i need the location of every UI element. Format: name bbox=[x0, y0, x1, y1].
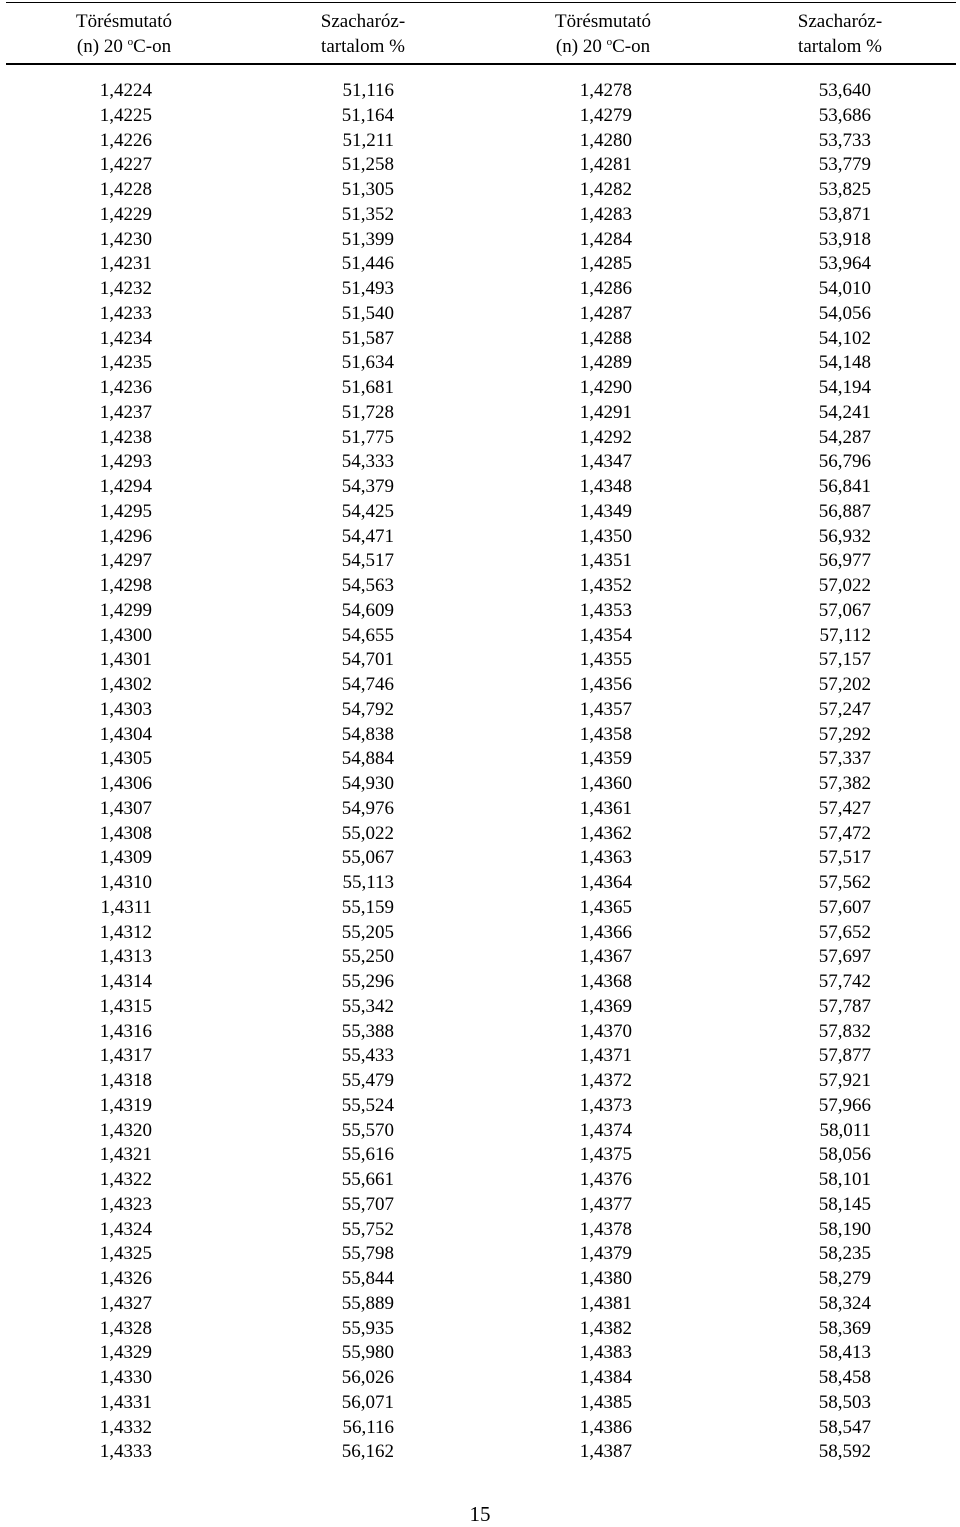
table-row bbox=[0, 1292, 960, 1317]
sucrose-content-cell: 54,471 bbox=[341, 525, 394, 547]
table-row bbox=[0, 747, 960, 772]
refractive-index-cell: 1,4286 bbox=[579, 278, 632, 299]
refractive-index-cell: 1,4301 bbox=[99, 649, 152, 671]
sucrose-content-cell: 57,966 bbox=[818, 1094, 871, 1116]
refractive-index-cell: 1,4352 bbox=[579, 575, 632, 596]
sucrose-content-cell: 54,333 bbox=[341, 451, 394, 473]
table-row bbox=[0, 252, 960, 277]
sucrose-content-cell: 56,162 bbox=[341, 1441, 394, 1463]
sucrose-content-cell: 56,932 bbox=[818, 525, 871, 547]
table-row bbox=[0, 351, 960, 376]
sucrose-content-cell: 57,517 bbox=[818, 847, 871, 869]
sucrose-content-cell: 51,493 bbox=[341, 278, 394, 299]
table-row bbox=[0, 921, 960, 946]
table-row bbox=[0, 574, 960, 599]
sucrose-content-cell: 55,752 bbox=[341, 1218, 394, 1240]
refractive-index-cell: 1,4363 bbox=[579, 847, 632, 869]
sucrose-content-cell: 51,587 bbox=[341, 327, 394, 349]
sucrose-content-cell: 55,707 bbox=[341, 1193, 394, 1215]
refractive-index-cell: 1,4299 bbox=[99, 599, 152, 621]
sucrose-content-cell: 58,101 bbox=[818, 1169, 871, 1190]
sucrose-content-cell: 57,472 bbox=[818, 822, 871, 844]
refractive-index-cell: 1,4360 bbox=[579, 773, 632, 794]
refractive-index-cell: 1,4233 bbox=[99, 302, 152, 324]
table-row bbox=[0, 648, 960, 673]
sucrose-content-cell: 54,838 bbox=[341, 723, 394, 745]
refractive-index-cell: 1,4324 bbox=[99, 1218, 152, 1240]
table-row bbox=[0, 450, 960, 475]
refractive-index-cell: 1,4309 bbox=[99, 847, 152, 869]
sucrose-content-cell: 51,446 bbox=[341, 253, 394, 275]
sucrose-content-cell: 55,296 bbox=[341, 971, 394, 992]
sucrose-content-cell: 51,775 bbox=[341, 426, 394, 448]
table-row bbox=[0, 153, 960, 178]
table-row bbox=[0, 129, 960, 154]
table-row bbox=[0, 1242, 960, 1267]
refractive-index-cell: 1,4370 bbox=[579, 1020, 632, 1042]
refractive-index-cell: 1,4316 bbox=[99, 1020, 152, 1042]
sucrose-content-cell: 55,479 bbox=[341, 1070, 394, 1091]
refractive-index-cell: 1,4290 bbox=[579, 377, 632, 398]
sucrose-content-cell: 54,102 bbox=[818, 327, 871, 349]
table-row bbox=[0, 970, 960, 995]
sucrose-content-cell: 53,733 bbox=[818, 129, 871, 151]
table-row bbox=[0, 1044, 960, 1069]
refractive-index-cell: 1,4386 bbox=[579, 1416, 632, 1438]
sucrose-content-cell: 57,877 bbox=[818, 1045, 871, 1067]
refractive-index-cell: 1,4350 bbox=[579, 525, 632, 547]
sucrose-content-cell: 55,159 bbox=[341, 896, 394, 918]
table-row bbox=[0, 896, 960, 921]
header-bottom-rule bbox=[6, 63, 956, 65]
header-sucrose-content-2 bbox=[740, 9, 940, 59]
table-row bbox=[0, 228, 960, 253]
table-row bbox=[0, 698, 960, 723]
sucrose-content-cell: 55,844 bbox=[341, 1268, 394, 1289]
sucrose-content-cell: 56,116 bbox=[342, 1416, 394, 1438]
sucrose-content-cell: 57,742 bbox=[818, 971, 871, 992]
sucrose-content-cell: 53,964 bbox=[818, 253, 871, 275]
sucrose-content-cell: 54,746 bbox=[341, 674, 394, 695]
refractive-index-cell: 1,4372 bbox=[579, 1070, 632, 1091]
sucrose-content-cell: 56,841 bbox=[818, 476, 871, 497]
refractive-index-cell: 1,4377 bbox=[579, 1193, 632, 1215]
refractive-index-cell: 1,4313 bbox=[99, 946, 152, 968]
sucrose-content-cell: 55,935 bbox=[341, 1317, 394, 1339]
table-body bbox=[0, 79, 960, 1465]
sucrose-content-cell: 51,305 bbox=[341, 179, 394, 200]
sucrose-content-cell: 57,202 bbox=[818, 674, 871, 695]
sucrose-content-cell: 54,792 bbox=[341, 698, 394, 720]
table-row bbox=[0, 376, 960, 401]
sucrose-content-cell: 54,425 bbox=[341, 500, 394, 522]
refractive-index-cell: 1,4278 bbox=[579, 80, 632, 101]
table-row bbox=[0, 178, 960, 203]
refractive-index-cell: 1,4321 bbox=[99, 1144, 152, 1166]
refractive-index-cell: 1,4229 bbox=[99, 203, 152, 225]
table-row bbox=[0, 1341, 960, 1366]
header-refractive-index-1 bbox=[24, 9, 224, 59]
sucrose-content-cell: 58,145 bbox=[818, 1193, 871, 1215]
refractive-index-cell: 1,4300 bbox=[99, 624, 152, 646]
sucrose-content-cell: 54,194 bbox=[818, 377, 871, 398]
refractive-index-cell: 1,4305 bbox=[99, 748, 152, 770]
refractive-index-cell: 1,4230 bbox=[99, 228, 152, 250]
table-row bbox=[0, 1094, 960, 1119]
refractive-index-cell: 1,4331 bbox=[99, 1391, 152, 1413]
sucrose-content-cell: 54,517 bbox=[341, 550, 394, 572]
sucrose-content-cell: 57,921 bbox=[818, 1070, 871, 1091]
sucrose-content-cell: 55,889 bbox=[341, 1292, 394, 1314]
table-top-rule bbox=[6, 2, 956, 3]
sucrose-content-cell: 58,279 bbox=[818, 1268, 871, 1289]
refractive-index-cell: 1,4296 bbox=[99, 525, 152, 547]
sucrose-content-cell: 57,247 bbox=[818, 698, 871, 720]
header-refractive-index-2 bbox=[503, 9, 703, 59]
refractive-index-cell: 1,4297 bbox=[99, 550, 152, 572]
table-row bbox=[0, 1440, 960, 1465]
refractive-index-cell: 1,4320 bbox=[99, 1119, 152, 1141]
refractive-index-cell: 1,4359 bbox=[579, 748, 632, 770]
sucrose-content-cell: 54,148 bbox=[818, 352, 871, 374]
header-sublabel: tartalom % bbox=[321, 36, 405, 57]
refractive-index-cell: 1,4318 bbox=[99, 1070, 152, 1091]
table-row bbox=[0, 945, 960, 970]
table-row bbox=[0, 475, 960, 500]
sucrose-content-cell: 58,547 bbox=[818, 1416, 871, 1438]
refractive-index-cell: 1,4371 bbox=[579, 1045, 632, 1067]
table-row bbox=[0, 525, 960, 550]
refractive-index-cell: 1,4228 bbox=[99, 179, 152, 200]
refractive-index-cell: 1,4291 bbox=[579, 401, 632, 423]
refractive-index-cell: 1,4279 bbox=[579, 104, 632, 126]
sucrose-content-cell: 55,205 bbox=[341, 921, 394, 943]
refractive-index-cell: 1,4234 bbox=[99, 327, 152, 349]
refractive-index-cell: 1,4288 bbox=[579, 327, 632, 349]
refractive-index-cell: 1,4238 bbox=[99, 426, 152, 448]
table-row bbox=[0, 426, 960, 451]
sucrose-content-cell: 54,976 bbox=[341, 797, 394, 819]
table-row bbox=[0, 599, 960, 624]
sucrose-content-cell: 58,413 bbox=[818, 1342, 871, 1364]
sucrose-content-cell: 58,503 bbox=[818, 1391, 871, 1413]
refractive-index-cell: 1,4315 bbox=[99, 995, 152, 1017]
refractive-index-cell: 1,4365 bbox=[579, 896, 632, 918]
table-row bbox=[0, 871, 960, 896]
sucrose-content-cell: 54,884 bbox=[341, 748, 394, 770]
refractive-index-cell: 1,4317 bbox=[99, 1045, 152, 1067]
refractive-index-cell: 1,4366 bbox=[579, 921, 632, 943]
sucrose-content-cell: 58,011 bbox=[819, 1119, 871, 1141]
refractive-index-cell: 1,4349 bbox=[579, 500, 632, 522]
refractive-index-cell: 1,4385 bbox=[579, 1391, 632, 1413]
refractive-index-cell: 1,4369 bbox=[579, 995, 632, 1017]
table-row bbox=[0, 203, 960, 228]
refractive-index-cell: 1,4306 bbox=[99, 773, 152, 794]
refractive-index-cell: 1,4332 bbox=[99, 1416, 152, 1438]
sucrose-content-cell: 56,026 bbox=[341, 1367, 394, 1388]
refractive-index-cell: 1,4307 bbox=[99, 797, 152, 819]
sucrose-content-cell: 58,592 bbox=[818, 1441, 871, 1463]
sucrose-content-cell: 58,235 bbox=[818, 1243, 871, 1265]
refractive-index-cell: 1,4303 bbox=[99, 698, 152, 720]
table-row bbox=[0, 1317, 960, 1342]
refractive-index-cell: 1,4236 bbox=[99, 377, 152, 398]
refractive-index-cell: 1,4294 bbox=[99, 476, 152, 497]
sucrose-content-cell: 57,607 bbox=[818, 896, 871, 918]
refractive-index-cell: 1,4287 bbox=[579, 302, 632, 324]
refractive-index-cell: 1,4293 bbox=[99, 451, 152, 473]
table-row bbox=[0, 1267, 960, 1292]
sucrose-content-cell: 57,652 bbox=[818, 921, 871, 943]
sucrose-content-cell: 51,116 bbox=[342, 80, 394, 101]
refractive-index-cell: 1,4353 bbox=[579, 599, 632, 621]
refractive-index-cell: 1,4304 bbox=[99, 723, 152, 745]
sucrose-content-cell: 51,399 bbox=[341, 228, 394, 250]
sucrose-content-cell: 55,388 bbox=[341, 1020, 394, 1042]
refractive-index-cell: 1,4310 bbox=[99, 872, 152, 893]
sucrose-content-cell: 55,570 bbox=[341, 1119, 394, 1141]
table-row bbox=[0, 797, 960, 822]
sucrose-content-cell: 54,609 bbox=[341, 599, 394, 621]
refractive-index-cell: 1,4351 bbox=[579, 550, 632, 572]
refractive-index-cell: 1,4364 bbox=[579, 872, 632, 893]
table-row bbox=[0, 401, 960, 426]
refractive-index-cell: 1,4285 bbox=[579, 253, 632, 275]
refractive-index-cell: 1,4322 bbox=[99, 1169, 152, 1190]
table-row bbox=[0, 327, 960, 352]
sucrose-content-cell: 54,563 bbox=[341, 575, 394, 596]
table-row bbox=[0, 1416, 960, 1441]
sucrose-content-cell: 55,661 bbox=[341, 1169, 394, 1190]
sucrose-content-cell: 57,157 bbox=[818, 649, 871, 671]
sucrose-content-cell: 57,427 bbox=[818, 797, 871, 819]
sucrose-content-cell: 56,887 bbox=[818, 500, 871, 522]
sucrose-content-cell: 55,250 bbox=[341, 946, 394, 968]
refractive-index-cell: 1,4354 bbox=[579, 624, 632, 646]
sucrose-content-cell: 58,369 bbox=[818, 1317, 871, 1339]
sucrose-content-cell: 53,825 bbox=[818, 179, 871, 200]
refractive-index-cell: 1,4327 bbox=[99, 1292, 152, 1314]
refractive-index-cell: 1,4235 bbox=[99, 352, 152, 374]
table-row bbox=[0, 104, 960, 129]
sucrose-content-cell: 55,524 bbox=[341, 1094, 394, 1116]
header-sublabel: (n) 20 $^o$C-on bbox=[555, 36, 651, 57]
sucrose-content-cell: 57,067 bbox=[818, 599, 871, 621]
sucrose-content-cell: 55,798 bbox=[341, 1243, 394, 1265]
sucrose-content-cell: 54,287 bbox=[818, 426, 871, 448]
refractive-index-cell: 1,4226 bbox=[99, 129, 152, 151]
sucrose-content-cell: 57,337 bbox=[818, 748, 871, 770]
refractive-index-cell: 1,4380 bbox=[579, 1268, 632, 1289]
sucrose-content-cell: 55,113 bbox=[342, 872, 394, 893]
refractive-index-cell: 1,4362 bbox=[579, 822, 632, 844]
sucrose-content-cell: 51,258 bbox=[341, 154, 394, 176]
refractive-index-cell: 1,4292 bbox=[579, 426, 632, 448]
sucrose-content-cell: 58,458 bbox=[818, 1367, 871, 1388]
sucrose-content-cell: 53,640 bbox=[818, 80, 871, 101]
sucrose-content-cell: 55,022 bbox=[341, 822, 394, 844]
sucrose-content-cell: 53,918 bbox=[818, 228, 871, 250]
refractive-index-cell: 1,4225 bbox=[99, 104, 152, 126]
sucrose-content-cell: 58,056 bbox=[818, 1144, 871, 1166]
sucrose-content-cell: 54,056 bbox=[818, 302, 871, 324]
table-row bbox=[0, 1366, 960, 1391]
sucrose-content-cell: 57,022 bbox=[818, 575, 871, 596]
sucrose-content-cell: 53,779 bbox=[818, 154, 871, 176]
refractive-index-cell: 1,4384 bbox=[579, 1367, 632, 1388]
header-label: Szacharóz- bbox=[320, 11, 406, 32]
sucrose-content-cell: 51,728 bbox=[341, 401, 394, 423]
refractive-index-cell: 1,4280 bbox=[579, 129, 632, 151]
sucrose-content-cell: 53,686 bbox=[818, 104, 871, 126]
sucrose-content-cell: 51,164 bbox=[341, 104, 394, 126]
refractive-index-cell: 1,4387 bbox=[579, 1441, 632, 1463]
table-row bbox=[0, 1193, 960, 1218]
refractive-index-cell: 1,4298 bbox=[99, 575, 152, 596]
refractive-index-cell: 1,4347 bbox=[579, 451, 632, 473]
refractive-index-cell: 1,4227 bbox=[99, 154, 152, 176]
table-row bbox=[0, 500, 960, 525]
table-row bbox=[0, 1020, 960, 1045]
sucrose-content-cell: 51,352 bbox=[341, 203, 394, 225]
refractive-index-cell: 1,4314 bbox=[99, 971, 152, 992]
sucrose-content-cell: 53,871 bbox=[818, 203, 871, 225]
sucrose-content-cell: 54,010 bbox=[818, 278, 871, 299]
sucrose-content-cell: 57,787 bbox=[818, 995, 871, 1017]
refractive-index-cell: 1,4289 bbox=[579, 352, 632, 374]
refractive-index-cell: 1,4281 bbox=[579, 154, 632, 176]
table-row bbox=[0, 277, 960, 302]
table-row bbox=[0, 1168, 960, 1193]
refractive-index-cell: 1,4379 bbox=[579, 1243, 632, 1265]
sucrose-content-cell: 57,697 bbox=[818, 946, 871, 968]
table-row bbox=[0, 79, 960, 104]
sucrose-content-cell: 54,379 bbox=[341, 476, 394, 497]
refractive-index-cell: 1,4282 bbox=[579, 179, 632, 200]
refractive-index-cell: 1,4237 bbox=[99, 401, 152, 423]
table-row bbox=[0, 1143, 960, 1168]
refractive-index-cell: 1,4325 bbox=[99, 1243, 152, 1265]
sucrose-content-cell: 55,616 bbox=[341, 1144, 394, 1166]
refractive-index-cell: 1,4378 bbox=[579, 1218, 632, 1240]
table-row bbox=[0, 822, 960, 847]
table-row bbox=[0, 1391, 960, 1416]
header-sucrose-content-1 bbox=[263, 9, 463, 59]
refractive-index-cell: 1,4374 bbox=[579, 1119, 632, 1141]
sucrose-content-cell: 54,701 bbox=[341, 649, 394, 671]
table-row bbox=[0, 846, 960, 871]
sucrose-content-cell: 55,342 bbox=[341, 995, 394, 1017]
refractive-index-cell: 1,4319 bbox=[99, 1094, 152, 1116]
table-row bbox=[0, 772, 960, 797]
table-header bbox=[0, 9, 960, 61]
refractive-index-cell: 1,4284 bbox=[579, 228, 632, 250]
table-row bbox=[0, 723, 960, 748]
refractive-index-cell: 1,4311 bbox=[100, 896, 152, 918]
sucrose-content-cell: 54,655 bbox=[341, 624, 394, 646]
refractive-index-cell: 1,4328 bbox=[99, 1317, 152, 1339]
sucrose-content-cell: 51,211 bbox=[342, 129, 394, 151]
refractive-index-cell: 1,4368 bbox=[579, 971, 632, 992]
refractive-index-cell: 1,4326 bbox=[99, 1268, 152, 1289]
refractive-index-cell: 1,4373 bbox=[579, 1094, 632, 1116]
sucrose-content-cell: 55,433 bbox=[341, 1045, 394, 1067]
refractive-index-cell: 1,4224 bbox=[99, 80, 152, 101]
refractive-index-cell: 1,4283 bbox=[579, 203, 632, 225]
refractive-index-cell: 1,4358 bbox=[579, 723, 632, 745]
refractive-index-cell: 1,4381 bbox=[579, 1292, 632, 1314]
header-sublabel: tartalom % bbox=[798, 36, 882, 57]
degree-superscript: o bbox=[606, 36, 613, 48]
refractive-index-cell: 1,4383 bbox=[579, 1342, 632, 1364]
refractive-index-cell: 1,4295 bbox=[99, 500, 152, 522]
refractive-index-cell: 1,4348 bbox=[579, 476, 632, 497]
refractive-index-cell: 1,4382 bbox=[579, 1317, 632, 1339]
header-label: Szacharóz- bbox=[797, 11, 883, 32]
sucrose-content-cell: 57,382 bbox=[818, 773, 871, 794]
refractive-index-cell: 1,4375 bbox=[579, 1144, 632, 1166]
sucrose-content-cell: 57,832 bbox=[818, 1020, 871, 1042]
refractive-index-cell: 1,4330 bbox=[99, 1367, 152, 1388]
degree-superscript: o bbox=[127, 36, 134, 48]
refractive-index-cell: 1,4355 bbox=[579, 649, 632, 671]
sucrose-content-cell: 55,980 bbox=[341, 1342, 394, 1364]
table-row bbox=[0, 1119, 960, 1144]
table-row bbox=[0, 673, 960, 698]
table-row bbox=[0, 995, 960, 1020]
sucrose-content-cell: 51,681 bbox=[341, 377, 394, 398]
table-row bbox=[0, 302, 960, 327]
refractive-index-cell: 1,4333 bbox=[99, 1441, 152, 1463]
sucrose-content-cell: 51,540 bbox=[341, 302, 394, 324]
header-sublabel: (n) 20 $^o$C-on bbox=[76, 36, 172, 57]
header-label: Törésmutató bbox=[75, 11, 173, 32]
refractive-index-cell: 1,4356 bbox=[579, 674, 632, 695]
sucrose-content-cell: 56,796 bbox=[818, 451, 871, 473]
refractive-index-cell: 1,4376 bbox=[579, 1169, 632, 1190]
sucrose-content-cell: 55,067 bbox=[341, 847, 394, 869]
refractive-index-cell: 1,4361 bbox=[579, 797, 632, 819]
table-row bbox=[0, 624, 960, 649]
refractive-index-cell: 1,4231 bbox=[99, 253, 152, 275]
sucrose-content-cell: 51,634 bbox=[341, 352, 394, 374]
refractive-index-cell: 1,4357 bbox=[579, 698, 632, 720]
sucrose-content-cell: 58,324 bbox=[818, 1292, 871, 1314]
page-number: 15 bbox=[469, 1502, 491, 1526]
table-row bbox=[0, 1069, 960, 1094]
refractive-index-cell: 1,4312 bbox=[99, 921, 152, 943]
refractive-index-cell: 1,4367 bbox=[579, 946, 632, 968]
sucrose-content-cell: 57,112 bbox=[819, 624, 871, 646]
sucrose-content-cell: 57,562 bbox=[818, 872, 871, 893]
sucrose-content-cell: 56,977 bbox=[818, 550, 871, 572]
refractive-index-cell: 1,4232 bbox=[99, 278, 152, 299]
sucrose-content-cell: 54,241 bbox=[818, 401, 871, 423]
sucrose-content-cell: 56,071 bbox=[341, 1391, 394, 1413]
table-row bbox=[0, 549, 960, 574]
sucrose-content-cell: 54,930 bbox=[341, 773, 394, 794]
refractive-index-cell: 1,4323 bbox=[99, 1193, 152, 1215]
refractive-index-cell: 1,4302 bbox=[99, 674, 152, 695]
sucrose-content-cell: 58,190 bbox=[818, 1218, 871, 1240]
sucrose-content-cell: 57,292 bbox=[818, 723, 871, 745]
refractive-index-cell: 1,4329 bbox=[99, 1342, 152, 1364]
table-row bbox=[0, 1218, 960, 1243]
header-label: Törésmutató bbox=[554, 11, 652, 32]
refractive-index-cell: 1,4308 bbox=[99, 822, 152, 844]
